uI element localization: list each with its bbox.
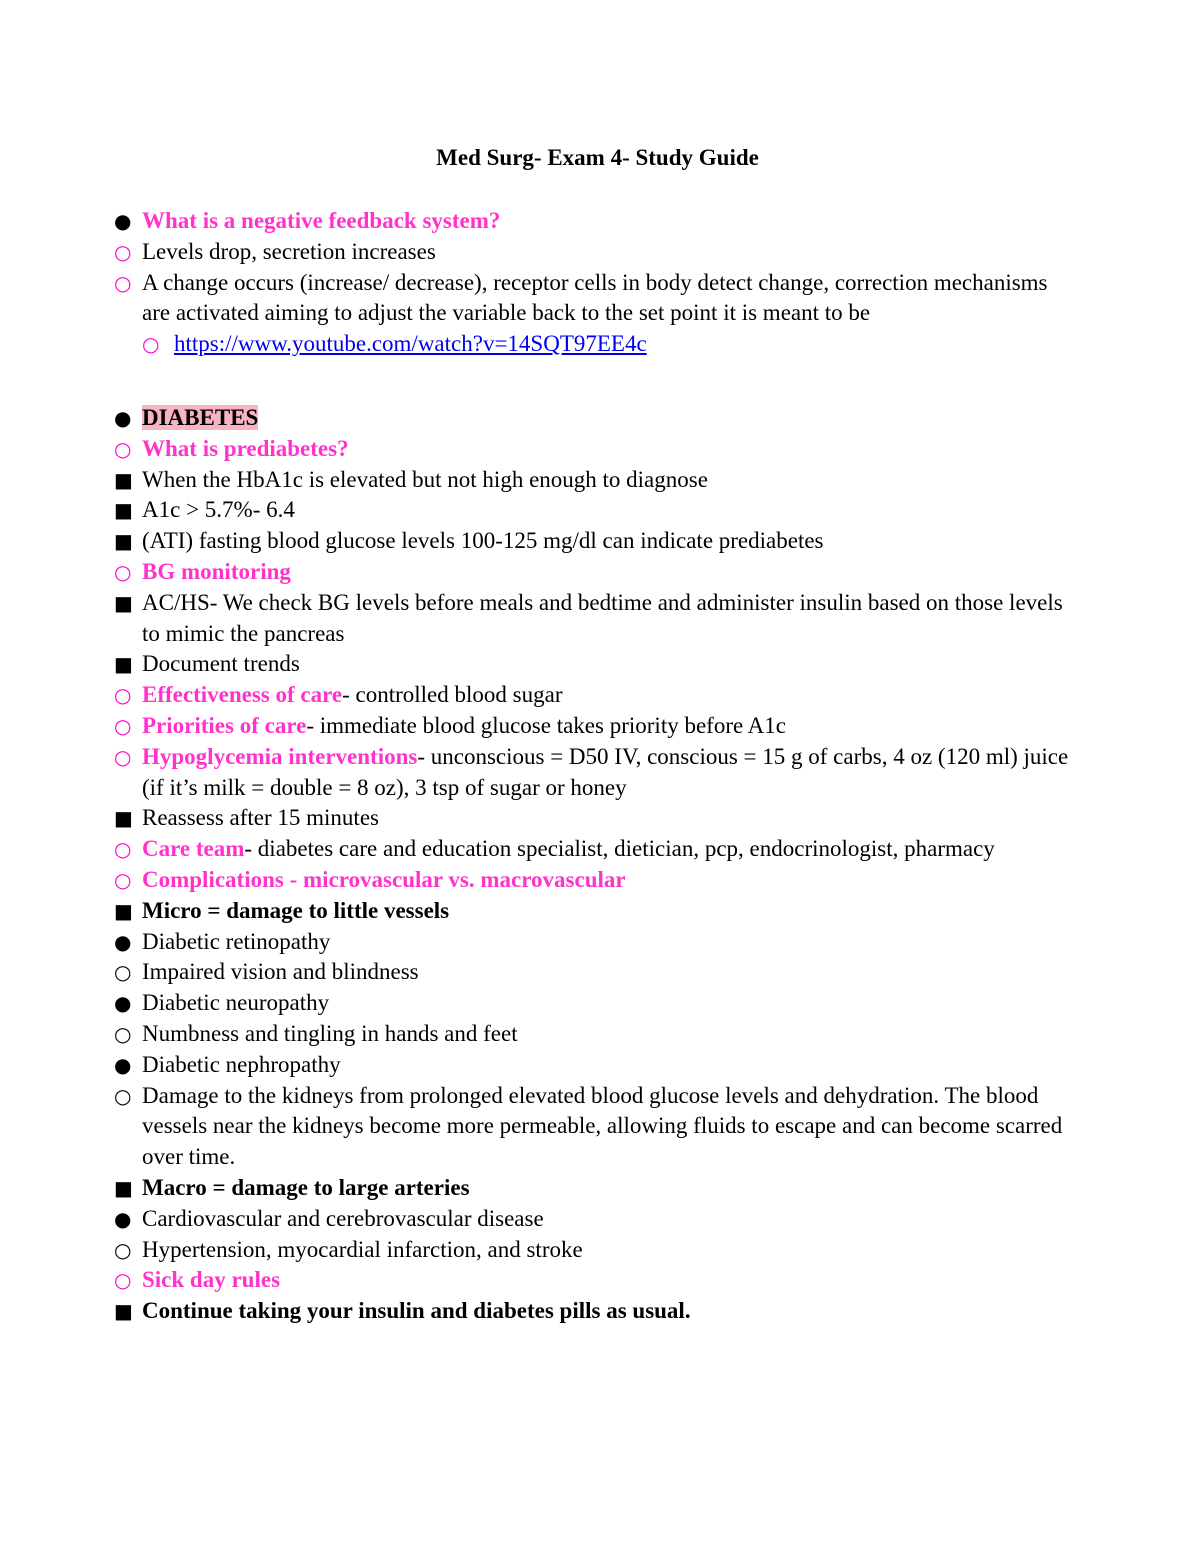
list-item: ● Diabetic retinopathy	[114, 927, 1074, 958]
list-item: ○ Numbness and tingling in hands and feet	[114, 1019, 1074, 1050]
filled-circle-bullet-icon: ●	[114, 991, 132, 1016]
list-item: ○ Sick day rules	[114, 1265, 1074, 1296]
list-item: ○ Care team- diabetes care and education specialist, dietician, pcp, endocrinologist, pharmacy	[114, 834, 1074, 865]
filled-circle-bullet-icon: ●	[114, 1052, 132, 1077]
open-circle-bullet-icon: ○	[114, 270, 132, 295]
filled-circle-bullet-icon: ●	[114, 1206, 132, 1231]
square-bullet-icon: ■	[114, 529, 133, 554]
open-circle-bullet-icon: ○	[114, 744, 132, 769]
list-item	[114, 329, 1074, 360]
list-item: ○ Levels drop, secretion increases	[114, 237, 1074, 268]
square-bullet-icon: ■	[114, 652, 133, 677]
open-circle-bullet-icon: ○	[114, 1021, 132, 1046]
list-item: ○ Hypoglycemia interventions- unconscious = D50 IV, conscious = 15 g of carbs, 4 oz (120 ml) juice (if it’s milk = double = 8 oz), 3 tsp of sugar or honey	[114, 743, 1069, 800]
square-bullet-icon: ■	[114, 498, 133, 523]
open-circle-bullet-icon: ○	[114, 239, 132, 264]
open-circle-bullet-icon: ○	[114, 1237, 132, 1262]
open-circle-bullet-icon: ○	[114, 867, 132, 892]
square-bullet-icon: ■	[114, 467, 133, 492]
list-item: ○ Priorities of care- immediate blood glucose takes priority before A1c	[114, 711, 1074, 742]
open-circle-bullet-icon: ○	[114, 559, 132, 584]
open-circle-bullet-icon: ○	[114, 837, 132, 862]
filled-circle-bullet-icon: ●	[114, 209, 132, 233]
list-item: ■ When the HbA1c is elevated but not high enough to diagnose	[114, 465, 1074, 496]
list-item: ○ What is prediabetes?	[114, 434, 1074, 465]
list-item: ■ Micro = damage to little vessels	[114, 896, 1074, 927]
list-item: ● What is a negative feedback system?	[114, 206, 1074, 237]
square-bullet-icon: ■	[114, 898, 133, 923]
filled-circle-bullet-icon: ●	[114, 929, 132, 954]
open-circle-bullet-icon: ○	[114, 683, 132, 708]
square-bullet-icon: ■	[114, 590, 133, 615]
list-item: ■ Document trends	[114, 649, 1074, 680]
youtube-link[interactable]: https://www.youtube.com/watch?v=14SQT97EE4c	[174, 331, 647, 357]
list-item: ■ A1c > 5.7%- 6.4	[114, 495, 1074, 526]
list-item: ○ Impaired vision and blindness	[114, 957, 1074, 988]
square-bullet-icon: ■	[114, 1175, 133, 1200]
open-circle-bullet-icon: ○	[114, 1268, 132, 1293]
list-item: ● Diabetic neuropathy	[114, 988, 1074, 1019]
study-guide-content	[114, 206, 1074, 1327]
list-item: ○ A change occurs (increase/ decrease), receptor cells in body detect change, correction mechanisms are activated aiming to adjust the variable back to the set point it is meant to be	[114, 269, 1048, 326]
list-item: ■ Continue taking your insulin and diabetes pills as usual.	[114, 1296, 1074, 1327]
square-bullet-icon: ■	[114, 806, 133, 831]
open-circle-bullet-icon: ○	[114, 960, 132, 985]
square-bullet-icon: ■	[114, 1299, 133, 1324]
list-item: ■ (ATI) fasting blood glucose levels 100-125 mg/dl can indicate prediabetes	[114, 526, 1074, 557]
filled-circle-bullet-icon: ●	[114, 405, 132, 430]
section-heading: ● DIABETES	[114, 403, 1074, 434]
open-circle-bullet-icon: ○	[114, 436, 132, 461]
list-item: ● Cardiovascular and cerebrovascular disease	[114, 1204, 1074, 1235]
page-title: Med Surg- Exam 4- Study Guide	[436, 145, 759, 170]
list-item: ■ Macro = damage to large arteries	[114, 1173, 1074, 1204]
list-item: ○ Damage to the kidneys from prolonged elevated blood glucose levels and dehydration. The blood vessels near the kidneys become more permeable, allowing fluids to escape and can become scarred over time.	[114, 1082, 1063, 1170]
list-item: ○ Hypertension, myocardial infarction, and stroke	[114, 1235, 1074, 1266]
list-item: ○ Complications - microvascular vs. macrovascular	[114, 865, 1074, 896]
open-circle-bullet-icon: ○	[114, 1083, 132, 1108]
list-item: ○ BG monitoring	[114, 557, 1074, 588]
open-circle-bullet-icon: ○	[114, 713, 132, 738]
open-circle-bullet-icon: ○	[142, 332, 160, 357]
list-item: ■ Reassess after 15 minutes	[114, 803, 1074, 834]
list-item: ● Diabetic nephropathy	[114, 1050, 1074, 1081]
list-item: ■ AC/HS- We check BG levels before meals and bedtime and administer insulin based on those levels to mimic the pancreas	[114, 589, 1063, 646]
list-item: ○ Effectiveness of care- controlled blood sugar	[114, 680, 1074, 711]
